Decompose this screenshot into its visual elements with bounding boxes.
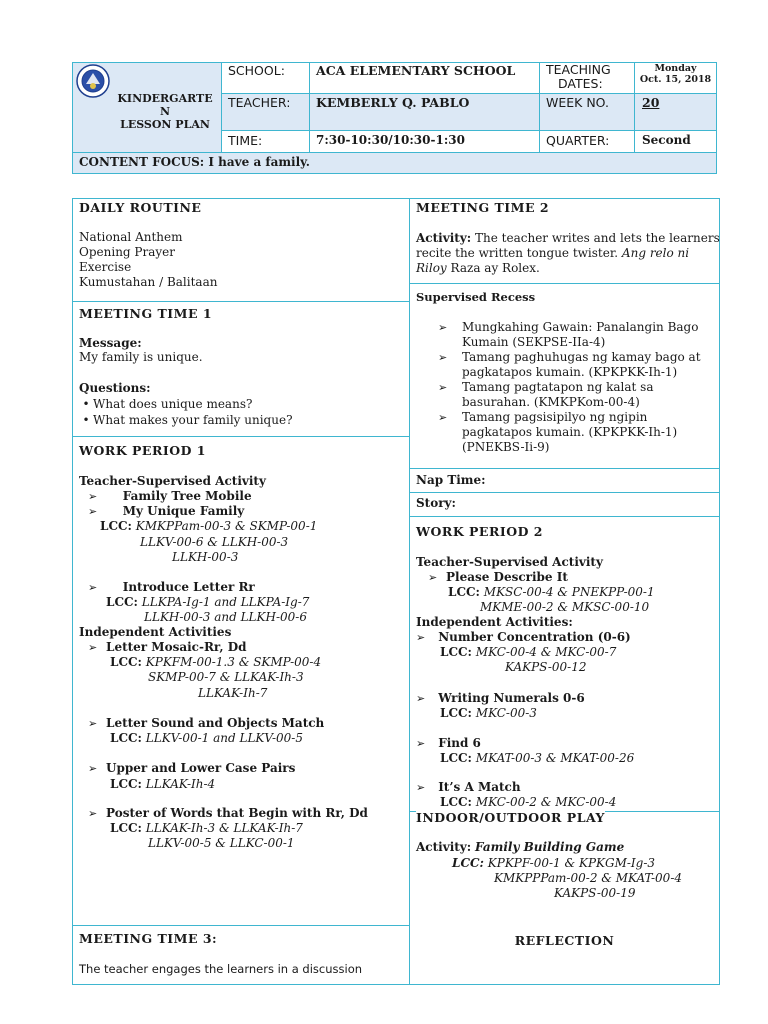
arrow-bullet-icon: ➢ [416,692,426,705]
time-value: 7:30-10:30/10:30-1:30 [316,133,465,147]
recess-list [438,320,701,455]
daily-routine-list [79,230,217,290]
independent-activity: ➢ Letter Mosaic-Rr, Dd [88,640,247,654]
story-label: Story: [416,496,456,510]
arrow-bullet-icon: ➢ [88,581,98,594]
school-label: SCHOOL: [228,63,285,78]
routine-item: Kumustahan / Balitaan [79,275,218,289]
routine-item: Opening Prayer [79,245,175,259]
content-focus: CONTENT FOCUS: I have a family. [79,155,310,169]
reflection-title: REFLECTION [514,933,615,948]
wp2-independent: Independent Activities: [416,615,573,629]
wp2-independent-activity: ➢ It’s A Match [416,780,521,794]
recess-item: ➢ Mungkahing Gawain: Panalangin Bago Kumain (SEKPSE-IIa-4) [438,320,701,350]
question-item: • What makes your family unique? [82,413,293,427]
work-period-2-title: WORK PERIOD 2 [416,524,543,539]
routine-item: Exercise [79,260,132,274]
week-value: 20 [642,95,660,110]
school-value: ACA ELEMENTARY SCHOOL [316,63,516,78]
question-item: • What does unique means? [82,397,253,411]
wp1-activity: ➢ Introduce Letter Rr [88,580,255,594]
questions-label: Questions: [79,381,151,395]
teaching-date: Monday Oct. 15, 2018 [639,63,712,85]
quarter-value: Second [642,133,691,147]
wp2-activity: ➢ Please Describe It [428,570,568,584]
wp2-independent-activity: ➢ Writing Numerals 0-6 [416,691,585,705]
arrow-bullet-icon: ➢ [416,781,426,794]
meeting-time-3-title: MEETING TIME 3: [79,931,218,946]
meeting-time-3-text: The teacher engages the learners in a discussion [79,962,363,976]
arrow-bullet-icon: ➢ [88,641,98,654]
play-title: INDOOR/OUTDOOR PLAY [416,810,605,825]
wp1-teacher-supervised: Teacher-Supervised Activity [79,474,266,488]
wp2-teacher-supervised: Teacher-Supervised Activity [416,555,603,569]
message-text: My family is unique. [79,350,203,364]
recess-item: ➢ Tamang pagtatapon ng kalat sa basurahan. (KMKPKom-00-4) [438,380,701,410]
time-label: TIME: [228,133,263,148]
recess-item: ➢ Tamang pagsisipilyo ng ngipin pagkatapos kumain. (KPKPKK-Ih-1) (PNEKBS-Ii-9) [438,410,701,455]
arrow-bullet-icon: ➢ [428,571,438,584]
teacher-value: KEMBERLY Q. PABLO [316,95,470,110]
work-period-1-title: WORK PERIOD 1 [79,443,206,458]
arrow-bullet-icon: ➢ [88,807,98,820]
arrow-bullet-icon: ➢ [416,631,426,644]
arrow-bullet-icon: ➢ [416,737,426,750]
wp2-independent-activity: ➢ Number Concentration (0-6) [416,630,631,644]
wp1-independent: Independent Activities [79,625,232,639]
arrow-bullet-icon: ➢ [88,762,98,775]
nap-time-label: Nap Time: [416,473,486,487]
routine-item: National Anthem [79,230,183,244]
arrow-bullet-icon: ➢ [88,717,98,730]
meeting-time-2-title: MEETING TIME 2 [416,200,550,215]
lesson-plan-label: KINDERGARTE N LESSON PLAN [117,92,213,131]
wp1-activity: ➢ My Unique Family [88,504,245,518]
meeting-time-1-title: MEETING TIME 1 [79,306,213,321]
supervised-recess-title: Supervised Recess [416,290,536,304]
wp1-activity: ➢ Family Tree Mobile [88,489,252,503]
recess-item: ➢ Tamang paghuhugas ng kamay bago at pagkatapos kumain. (KPKPKK-Ih-1) [438,350,701,380]
deped-seal-icon [76,64,110,98]
teaching-dates-label: TEACHING DATES: [546,62,611,91]
arrow-bullet-icon: ➢ [88,490,98,503]
message-label: Message: [79,336,142,350]
independent-activity: ➢ Poster of Words that Begin with Rr, Dd [88,806,368,820]
arrow-bullet-icon: ➢ [88,505,98,518]
independent-activity: ➢ Letter Sound and Objects Match [88,716,325,730]
quarter-label: QUARTER: [546,133,610,148]
wp2-independent-activity: ➢ Find 6 [416,736,481,750]
week-label: WEEK NO. [546,95,609,110]
daily-routine-title: DAILY ROUTINE [79,200,202,215]
independent-activity: ➢ Upper and Lower Case Pairs [88,761,296,775]
teacher-label: TEACHER: [228,95,291,110]
